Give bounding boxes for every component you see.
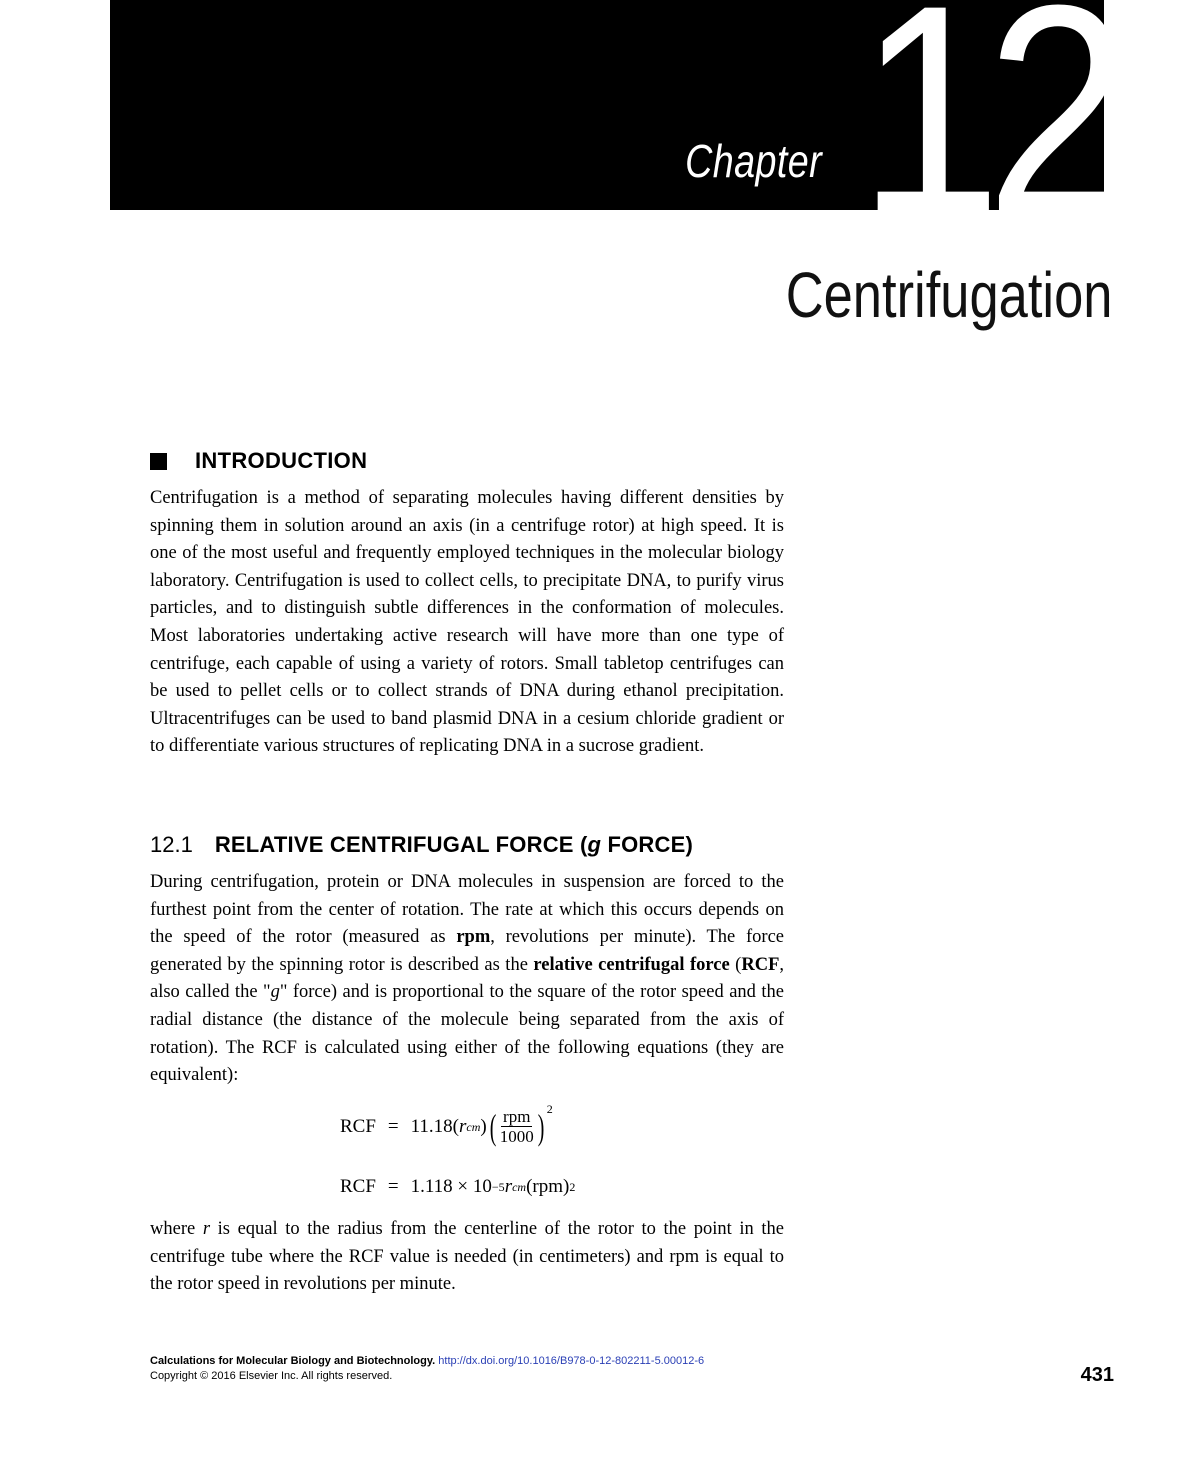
- section-title-g: g: [587, 832, 602, 857]
- text-run: , also called the ": [150, 954, 785, 1003]
- footer-book-title: Calculations for Molecular Biology and Biotechnology.: [150, 1355, 436, 1367]
- equals-sign: =: [387, 1176, 399, 1197]
- fraction: [500, 1108, 534, 1146]
- term-g: g: [270, 982, 280, 1003]
- right-paren-glyph: ): [537, 1107, 545, 1147]
- equation-power: 2: [546, 1102, 553, 1116]
- equation-r-subscript: cm: [512, 1179, 527, 1194]
- chapter-title: Centrifugation: [785, 259, 1112, 331]
- doi-link[interactable]: http://dx.doi.org/10.1016/B978-0-12-802211-5.00012-6: [438, 1355, 705, 1367]
- section-bullet-square: [150, 453, 167, 470]
- text-run: During centrifugation, protein or DNA molecules in suspension are forced to the furthest point from the center of rotation. The rate at which this occurs depends on the speed of the rotor (measured as: [150, 872, 784, 948]
- left-paren-glyph: (: [489, 1107, 497, 1147]
- term-rcf: RCF: [741, 954, 780, 975]
- equation-close-paren: ): [480, 1116, 487, 1137]
- section-title-part: RELATIVE CENTRIFUGAL FORCE (: [214, 832, 588, 857]
- equation-exponent: −5: [491, 1179, 505, 1194]
- where-paragraph: [150, 1216, 784, 1299]
- equation-coefficient: 1.118 × 10: [410, 1176, 492, 1197]
- introduction-heading-text: INTRODUCTION: [195, 448, 368, 473]
- equation-rcf-2: [340, 1176, 575, 1198]
- equation-lhs: RCF: [340, 1116, 376, 1137]
- term-relative-centrifugal-force: relative centrifugal force: [533, 954, 730, 975]
- equation-r: r: [504, 1176, 513, 1197]
- text-run: where: [150, 1219, 203, 1239]
- fraction-numerator: rpm: [503, 1107, 531, 1126]
- rcf-paragraph: [150, 869, 784, 1090]
- introduction-heading: [150, 448, 367, 474]
- term-r: r: [202, 1219, 211, 1239]
- equals-sign: =: [387, 1116, 399, 1137]
- introduction-paragraph: Centrifugation is a method of separating molecules having different densities by spinning them in solution around an axis (in a centrifuge rotor) at high speed. It is one of the most useful and frequently employed techniques in the molecular biology laboratory. Centrifugation is used to collect cells, to precipitate DNA, to purify virus particles, and to distinguish subtle differences in the conformation of molecules. Most laboratories undertaking active research will have more than one type of centrifuge, each capable of using a variety of rotors. Small tabletop centrifuges can be used to pellet cells or to collect strands of DNA during ethanol precipitation. Ultracentrifuges can be used to band plasmid DNA in a cesium chloride gradient or to differentiate various structures of replicating DNA in a sucrose gradient.: [150, 488, 784, 757]
- equation-coefficient: 11.18(: [410, 1116, 460, 1137]
- fraction-denominator: 1000: [499, 1127, 534, 1146]
- equation-rcf-1: [340, 1102, 553, 1147]
- equation-lhs: RCF: [340, 1176, 376, 1197]
- footer-citation: [150, 1354, 704, 1369]
- equation-rpm: (rpm): [526, 1176, 570, 1197]
- chapter-number: 12: [858, 0, 1115, 278]
- term-rpm: rpm: [456, 927, 491, 948]
- section-title-part: FORCE): [601, 832, 693, 857]
- text-run: is equal to the radius from the centerline of the rotor to the point in the centrifuge tube where the RCF value is needed (in centimeters) and rpm is equal to the rotor speed in revolutions per minute.: [150, 1219, 784, 1295]
- equation-power: 2: [569, 1179, 576, 1194]
- text-run: (: [729, 954, 742, 975]
- equation-r: r: [459, 1116, 467, 1137]
- text-run: " force) and is proportional to the square of the rotor speed and the radial distance (the distance of the molecule being separated from the axis of rotation). The RCF is calculated using either of the following equations (they are equivalent):: [150, 982, 785, 1086]
- section-12-1-heading: [150, 832, 693, 858]
- section-title: [215, 832, 693, 858]
- page-footer: [150, 1354, 704, 1384]
- text-run: , revolutions per minute). The force generated by the spinning rotor is described as the: [150, 927, 784, 975]
- page-number: 431: [1080, 1364, 1114, 1386]
- section-number: 12.1: [150, 832, 193, 857]
- footer-copyright: Copyright © 2016 Elsevier Inc. All rights reserved.: [150, 1370, 393, 1382]
- equation-r-subscript: cm: [466, 1119, 481, 1134]
- equation-fraction-group: [487, 1102, 553, 1147]
- chapter-label: Chapter: [684, 135, 822, 187]
